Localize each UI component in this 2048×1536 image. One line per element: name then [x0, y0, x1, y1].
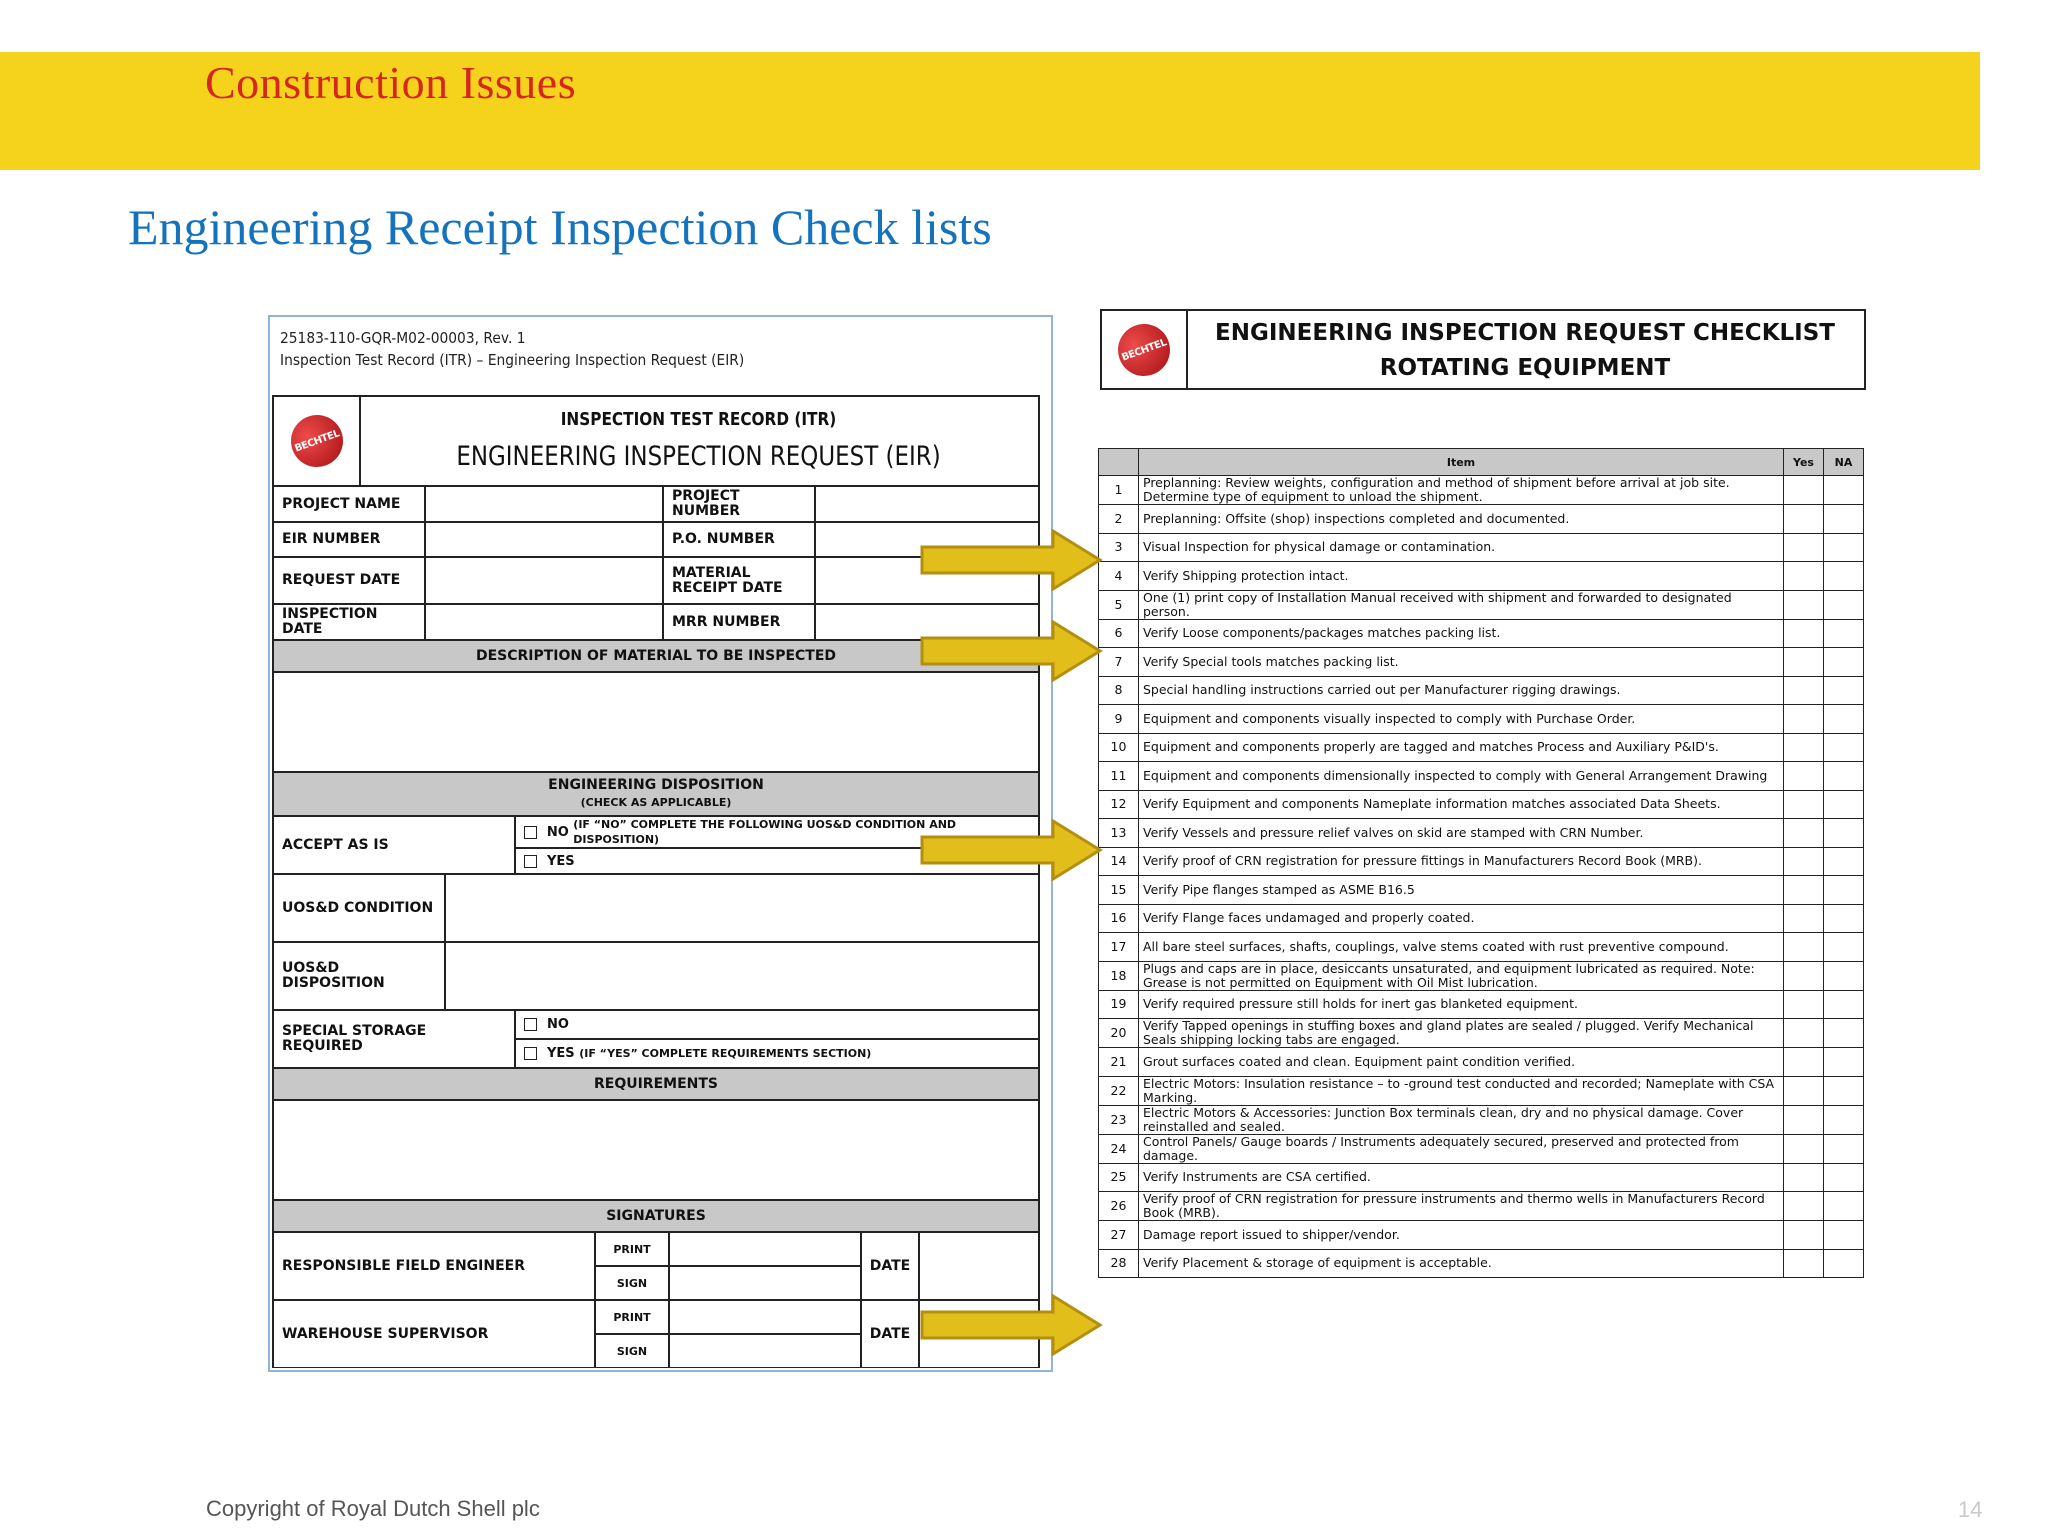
row-item-text: Equipment and components visually inspected to comply with Purchase Order.	[1139, 705, 1784, 734]
checklist-row	[1099, 990, 1864, 1019]
checklist-table	[1098, 448, 1864, 1278]
col-na: NA	[1824, 449, 1864, 476]
doc-header	[280, 327, 744, 371]
highlight-arrow	[920, 819, 1103, 881]
row-number: 23	[1099, 1105, 1139, 1134]
yes-cell[interactable]	[1784, 762, 1824, 791]
label-warehouse-supervisor: WAREHOUSE SUPERVISOR	[274, 1301, 596, 1367]
yes-cell[interactable]	[1784, 961, 1824, 990]
yes-cell[interactable]	[1784, 590, 1824, 619]
engineering-disposition-header	[274, 773, 1038, 817]
yes-cell[interactable]	[1784, 1048, 1824, 1077]
col-yes: Yes	[1784, 449, 1824, 476]
checklist-row	[1099, 933, 1864, 962]
row-item-text: Verify Equipment and components Nameplate information matches associated Data Sheets.	[1139, 790, 1784, 819]
checklist-header-row	[1099, 449, 1864, 476]
row-number: 27	[1099, 1221, 1139, 1250]
checklist-row	[1099, 790, 1864, 819]
row-number: 8	[1099, 676, 1139, 705]
row-number: 4	[1099, 562, 1139, 591]
option-yes[interactable]: YES	[516, 849, 1038, 873]
storage-option-no[interactable]: NO	[516, 1011, 1038, 1040]
row-item-text: Grout surfaces coated and clean. Equipment paint condition verified.	[1139, 1048, 1784, 1077]
checklist-row	[1099, 1105, 1864, 1134]
row-number: 16	[1099, 904, 1139, 933]
row-item-text: Verify Vessels and pressure relief valves on skid are stamped with CRN Number.	[1139, 819, 1784, 848]
row-number: 10	[1099, 733, 1139, 762]
row-number: 28	[1099, 1249, 1139, 1278]
na-cell[interactable]	[1824, 619, 1864, 648]
logo-text: BECHTEL	[1120, 336, 1168, 363]
label-uosd-condition: UOS&D CONDITION	[274, 875, 446, 941]
label-material-receipt-date: MATERIAL RECEIPT DATE	[664, 558, 816, 603]
row-item-text: Equipment and components properly are tagged and matches Process and Auxiliary P&ID's.	[1139, 733, 1784, 762]
na-cell[interactable]	[1824, 933, 1864, 962]
row-item-text: Verify Loose components/packages matches packing list.	[1139, 619, 1784, 648]
na-cell[interactable]	[1824, 533, 1864, 562]
option-no[interactable]: NO (IF “NO” COMPLETE THE FOLLOWING UOS&D CONDITION AND DISPOSITION)	[516, 817, 1038, 849]
checklist-title: ENGINEERING INSPECTION REQUEST CHECKLIST	[1215, 320, 1835, 346]
checkbox-no[interactable]	[524, 826, 537, 839]
checklist-row	[1099, 762, 1864, 791]
label-inspection-date: INSPECTION DATE	[274, 605, 426, 639]
highlight-arrow	[920, 1294, 1103, 1356]
na-cell[interactable]	[1824, 819, 1864, 848]
na-cell[interactable]	[1824, 1221, 1864, 1250]
label-date: DATE	[862, 1301, 920, 1367]
checkbox-yes[interactable]	[524, 855, 537, 868]
checklist-row	[1099, 1192, 1864, 1221]
na-cell[interactable]	[1824, 733, 1864, 762]
yes-cell[interactable]	[1784, 990, 1824, 1019]
yes-cell[interactable]	[1784, 676, 1824, 705]
col-item: Item	[1139, 449, 1784, 476]
row-number: 24	[1099, 1134, 1139, 1163]
checklist-row	[1099, 1076, 1864, 1105]
checklist-row	[1099, 733, 1864, 762]
na-cell[interactable]	[1824, 904, 1864, 933]
label-date: DATE	[862, 1233, 920, 1299]
row-number: 20	[1099, 1019, 1139, 1048]
row-number: 17	[1099, 933, 1139, 962]
yes-cell[interactable]	[1784, 1221, 1824, 1250]
row-number: 7	[1099, 648, 1139, 677]
checklist-row	[1099, 1048, 1864, 1077]
requirements-header: REQUIREMENTS	[274, 1069, 1038, 1101]
row-item-text: Verify Special tools matches packing list.	[1139, 648, 1784, 677]
uosd-condition-row	[274, 875, 1038, 943]
checklist-row	[1099, 705, 1864, 734]
row-number: 18	[1099, 961, 1139, 990]
checklist-row	[1099, 619, 1864, 648]
yes-cell[interactable]	[1784, 1249, 1824, 1278]
bechtel-logo	[1102, 311, 1188, 388]
field-inspection-date[interactable]	[426, 605, 664, 639]
row-item-text: Electric Motors & Accessories: Junction Box terminals clean, dry and no physical damage. Cover reinstalled and sealed.	[1139, 1105, 1784, 1134]
label-mrr-number: MRR NUMBER	[664, 605, 816, 639]
row-item-text: Verify Flange faces undamaged and properly coated.	[1139, 904, 1784, 933]
yes-cell[interactable]	[1784, 819, 1824, 848]
yes-cell[interactable]	[1784, 619, 1824, 648]
checklist-row	[1099, 505, 1864, 534]
eir-title-bar	[274, 397, 1038, 487]
na-cell[interactable]	[1824, 705, 1864, 734]
page-number: 14	[1958, 1497, 1983, 1522]
row-item-text: All bare steel surfaces, shafts, couplings, valve stems coated with rust preventive compound.	[1139, 933, 1784, 962]
yes-cell[interactable]	[1784, 1163, 1824, 1192]
checklist-header	[1100, 309, 1866, 390]
requirements-field[interactable]	[274, 1101, 1038, 1201]
page-title: Construction Issues	[205, 57, 577, 108]
field-supervisor-print[interactable]	[670, 1301, 860, 1335]
eir-main-title: ENGINEERING INSPECTION REQUEST (EIR)	[456, 441, 941, 472]
row-number: 11	[1099, 762, 1139, 791]
row-item-text: Control Panels/ Gauge boards / Instruments adequately secured, preserved and protected from damage.	[1139, 1134, 1784, 1163]
checklist-row	[1099, 1221, 1864, 1250]
row-number: 14	[1099, 847, 1139, 876]
checklist-row	[1099, 1019, 1864, 1048]
checklist-row	[1099, 847, 1864, 876]
row-number: 13	[1099, 819, 1139, 848]
row-item-text: One (1) print copy of Installation Manual received with shipment and forwarded to designated person.	[1139, 590, 1784, 619]
row-item-text: Verify Tapped openings in stuffing boxes and gland plates are sealed / plugged. Verify Mechanical Seals shipping locking tabs are engaged.	[1139, 1019, 1784, 1048]
field-engineer-sign[interactable]	[670, 1267, 860, 1299]
doc-title: Inspection Test Record (ITR) – Engineering Inspection Request (EIR)	[280, 351, 745, 369]
row-item-text: Verify Instruments are CSA certified.	[1139, 1163, 1784, 1192]
check-as-applicable: (CHECK AS APPLICABLE)	[580, 796, 732, 809]
row-number: 3	[1099, 533, 1139, 562]
row-item-text: Verify Pipe flanges stamped as ASME B16.5	[1139, 876, 1784, 905]
field-uosd-condition[interactable]	[446, 875, 1038, 941]
yes-cell[interactable]	[1784, 1192, 1824, 1221]
row-item-text: Verify required pressure still holds for inert gas blanketed equipment.	[1139, 990, 1784, 1019]
label-uosd-disposition: UOS&D DISPOSITION	[274, 943, 446, 1009]
label-responsible-engineer: RESPONSIBLE FIELD ENGINEER	[274, 1233, 596, 1299]
na-cell[interactable]	[1824, 676, 1864, 705]
na-cell[interactable]	[1824, 790, 1864, 819]
print-label: PRINT	[596, 1301, 668, 1335]
na-cell[interactable]	[1824, 1163, 1864, 1192]
na-cell[interactable]	[1824, 1249, 1864, 1278]
na-cell[interactable]	[1824, 562, 1864, 591]
engineering-disposition-title: ENGINEERING DISPOSITION	[548, 777, 764, 793]
na-cell[interactable]	[1824, 648, 1864, 677]
yes-cell[interactable]	[1784, 1134, 1824, 1163]
description-field[interactable]	[274, 673, 1038, 773]
label-request-date: REQUEST DATE	[274, 558, 426, 603]
checklist-row	[1099, 904, 1864, 933]
label-special-storage: SPECIAL STORAGE REQUIRED	[274, 1011, 516, 1067]
label-po-number: P.O. NUMBER	[664, 523, 816, 556]
yes-cell[interactable]	[1784, 1076, 1824, 1105]
row-number: 2	[1099, 505, 1139, 534]
row-number: 21	[1099, 1048, 1139, 1077]
row-item-text: Special handling instructions carried out per Manufacturer rigging drawings.	[1139, 676, 1784, 705]
logo-text: BECHTEL	[292, 427, 341, 455]
footer-copyright: Copyright of Royal Dutch Shell plc	[206, 1496, 540, 1521]
row-item-text: Preplanning: Review weights, configuration and method of shipment before arrival at job site. Determine type of equipment to unload the shipment.	[1139, 476, 1784, 505]
highlight-arrow	[920, 529, 1103, 591]
yes-cell[interactable]	[1784, 733, 1824, 762]
itr-label: INSPECTION TEST RECORD (ITR)	[560, 409, 837, 430]
signatures-header: SIGNATURES	[274, 1201, 1038, 1233]
field-eir-number[interactable]	[426, 523, 664, 556]
na-cell[interactable]	[1824, 1192, 1864, 1221]
uosd-disposition-row	[274, 943, 1038, 1011]
field-engineer-print[interactable]	[670, 1233, 860, 1267]
yes-cell[interactable]	[1784, 562, 1824, 591]
checklist-subtitle: ROTATING EQUIPMENT	[1379, 355, 1671, 381]
na-cell[interactable]	[1824, 1076, 1864, 1105]
checklist-row	[1099, 562, 1864, 591]
yes-cell[interactable]	[1784, 876, 1824, 905]
sign-label: SIGN	[616, 1344, 648, 1358]
label-project-name: PROJECT NAME	[274, 487, 426, 521]
description-header: DESCRIPTION OF MATERIAL TO BE INSPECTED	[274, 641, 1038, 673]
na-cell[interactable]	[1824, 961, 1864, 990]
checkbox-storage-no[interactable]	[524, 1018, 537, 1031]
row-item-text: Verify proof of CRN registration for pressure fittings in Manufacturers Record Book (MRB).	[1139, 847, 1784, 876]
section-heading: Engineering Receipt Inspection Check lists	[128, 199, 992, 255]
responsible-engineer-row	[274, 1233, 1038, 1301]
label-eir-number: EIR NUMBER	[274, 523, 426, 556]
na-cell[interactable]	[1824, 476, 1864, 505]
yes-cell[interactable]	[1784, 476, 1824, 505]
row-number: 22	[1099, 1076, 1139, 1105]
row-item-text: Verify Placement & storage of equipment is acceptable.	[1139, 1249, 1784, 1278]
row-number: 1	[1099, 476, 1139, 505]
checklist-row	[1099, 961, 1864, 990]
label-project-number: PROJECT NUMBER	[664, 487, 816, 521]
checklist-row	[1099, 676, 1864, 705]
row-item-text: Equipment and components dimensionally inspected to comply with General Arrangement Drawing	[1139, 762, 1784, 791]
checklist-row	[1099, 876, 1864, 905]
checkbox-storage-yes[interactable]	[524, 1047, 537, 1060]
field-engineer-date[interactable]	[920, 1233, 1038, 1299]
row-number: 26	[1099, 1192, 1139, 1221]
yes-cell[interactable]	[1784, 705, 1824, 734]
checklist-row	[1099, 1134, 1864, 1163]
row-item-text: Plugs and caps are in place, desiccants unsaturated, and equipment lubricated as required. Note: Grease is not permitted on Equipment with Oil Mist lubrication.	[1139, 961, 1784, 990]
print-label: PRINT	[596, 1233, 668, 1267]
bechtel-logo	[274, 397, 361, 485]
field-project-name[interactable]	[426, 487, 664, 521]
row-number: 5	[1099, 590, 1139, 619]
na-cell[interactable]	[1824, 1019, 1864, 1048]
row-item-text: Damage report issued to shipper/vendor.	[1139, 1221, 1784, 1250]
row-number: 12	[1099, 790, 1139, 819]
checklist-row	[1099, 590, 1864, 619]
row-item-text: Electric Motors: Insulation resistance – to -ground test conducted and recorded; Nameplate with CSA Marking.	[1139, 1076, 1784, 1105]
row-number: 6	[1099, 619, 1139, 648]
na-cell[interactable]	[1824, 762, 1864, 791]
checklist-row	[1099, 533, 1864, 562]
field-project-number[interactable]	[816, 487, 1038, 521]
na-cell[interactable]	[1824, 1048, 1864, 1077]
storage-option-yes[interactable]: YES (IF “YES” COMPLETE REQUIREMENTS SECTION)	[516, 1040, 1038, 1067]
yes-cell[interactable]	[1784, 904, 1824, 933]
row-number: 15	[1099, 876, 1139, 905]
checklist-body	[1099, 476, 1864, 1278]
field-request-date[interactable]	[426, 558, 664, 603]
yes-cell[interactable]	[1784, 1105, 1824, 1134]
yes-cell[interactable]	[1784, 505, 1824, 534]
row-number: 19	[1099, 990, 1139, 1019]
doc-number: 25183-110-GQR-M02-00003, Rev. 1	[280, 329, 526, 347]
field-supervisor-sign[interactable]	[670, 1335, 860, 1367]
checklist-row	[1099, 1163, 1864, 1192]
label-accept-as-is: ACCEPT AS IS	[274, 817, 516, 873]
row-item-text: Visual Inspection for physical damage or contamination.	[1139, 533, 1784, 562]
na-cell[interactable]	[1824, 847, 1864, 876]
row-item-text: Preplanning: Offsite (shop) inspections completed and documented.	[1139, 505, 1784, 534]
row-number: 25	[1099, 1163, 1139, 1192]
yes-cell[interactable]	[1784, 533, 1824, 562]
special-storage-row	[274, 1011, 1038, 1069]
checklist-row	[1099, 648, 1864, 677]
na-cell[interactable]	[1824, 505, 1864, 534]
na-cell[interactable]	[1824, 1134, 1864, 1163]
highlight-arrow	[920, 620, 1103, 682]
na-cell[interactable]	[1824, 990, 1864, 1019]
checklist-row	[1099, 819, 1864, 848]
checklist-row	[1099, 476, 1864, 505]
na-cell[interactable]	[1824, 1105, 1864, 1134]
yes-cell[interactable]	[1784, 847, 1824, 876]
checklist-row	[1099, 1249, 1864, 1278]
row-item-text: Verify Shipping protection intact.	[1139, 562, 1784, 591]
na-cell[interactable]	[1824, 876, 1864, 905]
form-row-project	[274, 487, 1038, 523]
na-cell[interactable]	[1824, 590, 1864, 619]
field-uosd-disposition[interactable]	[446, 943, 1038, 1009]
sign-label: SIGN	[616, 1276, 648, 1290]
row-number: 9	[1099, 705, 1139, 734]
yes-cell[interactable]	[1784, 648, 1824, 677]
yes-cell[interactable]	[1784, 1019, 1824, 1048]
yes-cell[interactable]	[1784, 933, 1824, 962]
yes-cell[interactable]	[1784, 790, 1824, 819]
row-item-text: Verify proof of CRN registration for pressure instruments and thermo wells in Manufacturers Record Book (MRB).	[1139, 1192, 1784, 1221]
